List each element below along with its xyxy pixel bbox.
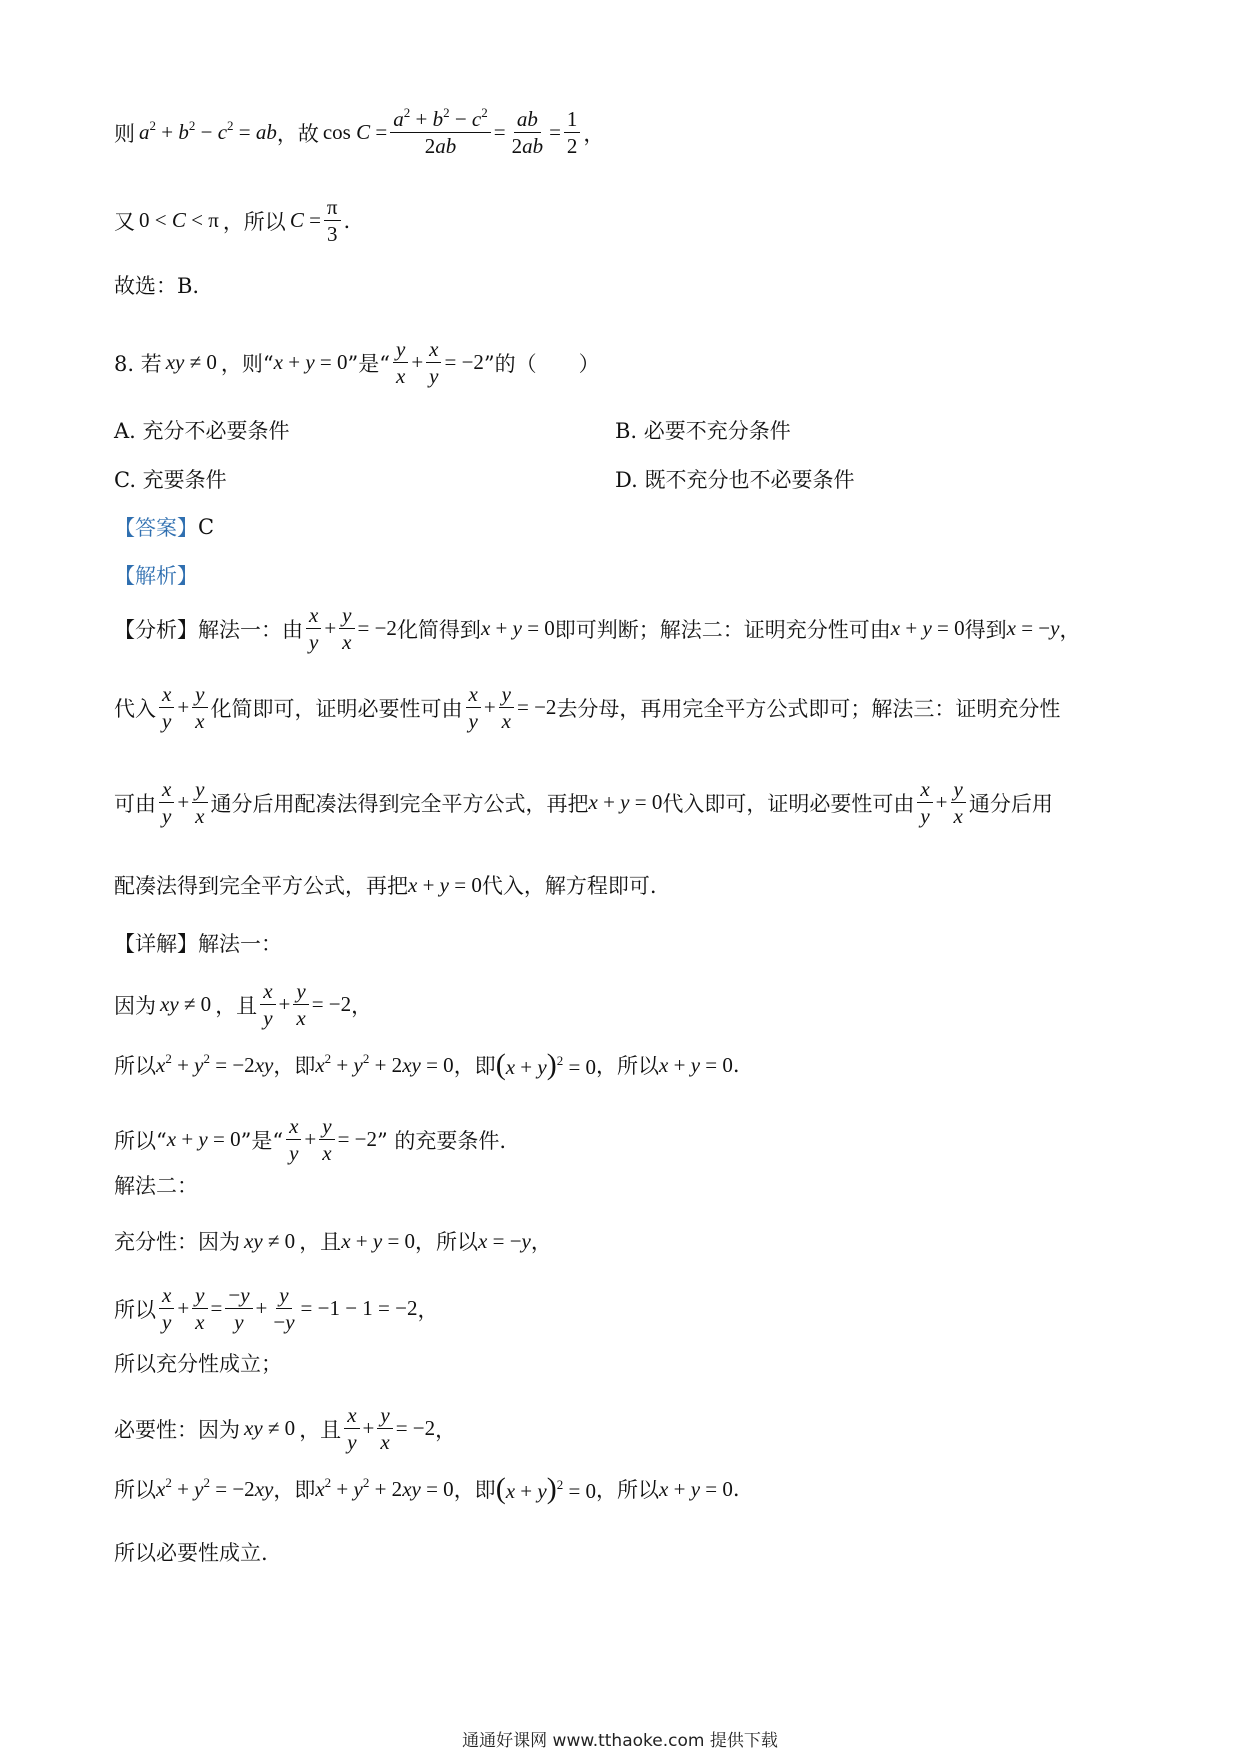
text: ，即 [453,1054,496,1078]
text: ，所以 [222,209,286,234]
text: ”是“ [347,351,390,376]
fraction: $\frac{ab}{2ab}$ [511,107,544,159]
solution-line-2: 又 0 < C < π ，所以 C = $\frac{\pi}{3}$ . [114,195,351,247]
solution-line-1: 则 $a^2 + b^2 - c^2$ = ab ，故 cos C = $\frac{a^2 + b^2 - c^2}{2ab}$ = $\frac{ab}{2ab}$ = $\frac{1}{2}$ ， [114,105,605,159]
question-8: 8. 若 xy ≠ 0 ，则“ x + y = 0 ”是“ $\frac{y}{x}$ + $\frac{x}{y}$ = −2 ”的（ ） [114,337,600,389]
method-2-tag: 解法二： [114,1174,198,1198]
analysis-tag: 【解析】 [114,564,198,588]
detail-line-2: 所以 $x^2 + y^2 = -2xy$ ，即 $x^2 + y^2 + 2xy = 0$ ，即 $(x + y)^2 = 0$ ，所以 x + y = 0 . [114,1048,740,1081]
text: ，且 [299,1417,342,1442]
text: 充分性：因为 [114,1230,240,1254]
text: 配凑法得到完全平方公式，再把 [114,874,408,898]
text: ，且 [215,993,258,1018]
text: 【分析】解法一：由 [114,617,303,642]
option-c: C. 充要条件 [114,468,227,492]
text: 得到 [964,617,1007,642]
text: 通分后用配凑法得到完全平方公式，再把 [210,791,589,816]
text: ，所以 [415,1230,479,1254]
text: . [732,1053,740,1077]
necessity-line-2: 所以 $x^2 + y^2 = -2xy$ ，即 $x^2 + y^2 + 2xy = 0$ ，即 $(x + y)^2 = 0$ ，所以 x + y = 0 . [114,1472,740,1505]
fraction: $\frac{1}{2}$ [564,108,581,157]
text: ，即 [273,1054,316,1078]
text: ” 的充要条件. [377,1128,507,1153]
question-number: 8. 若 [114,351,162,376]
detail-line-1: 因为 xy ≠ 0 ，且 $\frac{x}{y}$ + $\frac{y}{x}$ = −2 ， [114,979,373,1031]
text: 必要性：因为 [114,1417,240,1442]
text: 去分母，再用完全平方公式即可；解法三：证明充分性 [556,696,1061,721]
fraction: $\frac{\pi}{3}$ [324,196,341,245]
text: 代入，解方程即可. [481,874,657,898]
text: 可由 [114,791,156,816]
text: ，即 [453,1478,496,1502]
option-b: B. 必要不充分条件 [615,419,791,443]
text: 所以 [114,1478,156,1502]
text: 代入 [114,696,156,721]
detail-line-3: 所以“ x + y = 0 ”是“ $\frac{x}{y}$ + $\frac{y}{x}$ = −2 ” 的充要条件. [114,1114,507,1166]
text: 代入即可，证明必要性可由 [662,791,915,816]
sufficiency-line-1: 充分性：因为 xy ≠ 0 ，且 x + y = 0 ，所以 x = −y ， [114,1226,552,1256]
text: ， [1059,617,1081,642]
answer-line [114,512,214,542]
text: 所以 [114,1054,156,1078]
text: 即可判断；解法二：证明充分性可由 [554,617,891,642]
text: ，故 [276,121,319,146]
option-d: D. 既不充分也不必要条件 [615,468,855,492]
text: 所以 [114,1297,156,1322]
answer-value: C [198,515,215,539]
text: 化简即可，证明必要性可由 [210,696,463,721]
fraction: $\frac{a^2 + b^2 - c^2}{2ab}$ [390,108,491,157]
solution-line-3: 故选：B. [114,274,200,298]
text: . [343,208,351,233]
text: 通分后用 [968,791,1053,816]
text: ， [351,993,373,1018]
text: ， [417,1297,439,1322]
text: ，所以 [596,1054,660,1078]
fraction: $\frac{x}{y}$ [426,338,441,387]
sufficiency-line-3: 所以充分性成立； [114,1352,282,1376]
option-a: A. 充分不必要条件 [114,419,290,443]
fraction: $\frac{y}{x}$ [393,338,408,387]
text: ，且 [299,1230,342,1254]
analysis-line-1: 【分析】解法一：由 $\frac{x}{y}$ + $\frac{y}{x}$ = −2 化简得到 x + y = 0 即可判断；解法二：证明充分性可由 x + y = 0 得到 x = −y ， [114,603,1081,655]
analysis-line-2: 代入 $\frac{x}{y}$ + $\frac{y}{x}$ 化简即可，证明必要性可由 $\frac{x}{y}$ + $\frac{y}{x}$ = −2 去分母，再用完全平方公式即可；解法三：证明充分性 [114,682,1061,734]
text: 化简得到 [396,617,481,642]
text: ， [435,1417,457,1442]
analysis-line-3: 可由 $\frac{x}{y}$ + $\frac{y}{x}$ 通分后用配凑法得到完全平方公式，再把 x + y = 0 代入即可，证明必要性可由 $\frac{x}{y}$ + $\frac{y}{x}$ 通分后用 [114,777,1053,829]
text: ， [583,121,605,146]
text: ，所以 [596,1478,660,1502]
text: 所以“ [114,1128,167,1153]
text: ， [530,1230,552,1254]
text: . [732,1477,740,1501]
answer-tag: 【答案】 [114,516,198,540]
text: 又 [114,209,135,234]
footer-source: 通通好课网 www.tthaoke.com 提供下载 [462,1731,778,1751]
necessity-line-1: 必要性：因为 xy ≠ 0 ，且 $\frac{x}{y}$ + $\frac{y}{x}$ = −2 ， [114,1403,457,1455]
text: ”的（ ） [483,351,600,376]
text: 则 [114,121,135,146]
text: 因为 [114,993,156,1018]
analysis-line-4: 配凑法得到完全平方公式，再把 x + y = 0 代入，解方程即可. [114,870,657,900]
necessity-line-3: 所以必要性成立. [114,1541,268,1565]
text: ”是“ [240,1128,284,1153]
detail-tag: 【详解】解法一： [114,932,282,956]
text: ，则“ [220,351,274,376]
sufficiency-line-2: 所以 $\frac{x}{y}$ + $\frac{y}{x}$ = $\frac{-y}{y}$ + $\frac{y}{-y}$ = −1 − 1 = −2 ， [114,1283,439,1335]
text: ，即 [273,1478,316,1502]
